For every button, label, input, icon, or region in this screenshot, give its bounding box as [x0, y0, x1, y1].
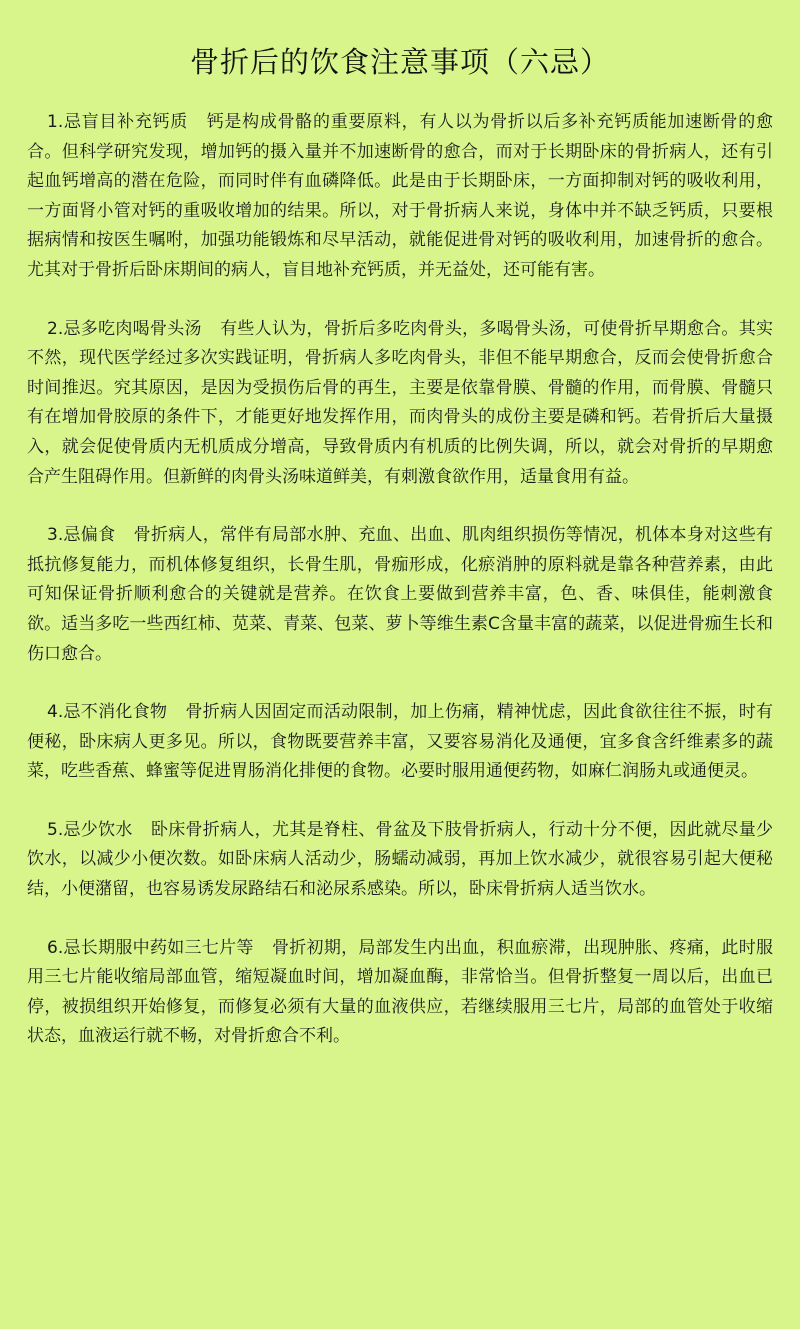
- section-5: [27, 816, 773, 905]
- section-2-body: 有些人认为，骨折后多吃肉骨头，多喝骨头汤，可使骨折早期愈合。其实不然，现代医学经过多次实践证明，骨折病人多吃肉骨头，非但不能早期愈合，反而会使骨折愈合时间推迟。究其原因，是因为受损伤后骨的再生，主要是依靠骨膜、骨髓的作用，而骨膜、骨髓只有在增加骨胶原的条件下，才能更好地发挥作用，而肉骨头的成份主要是磷和钙。若骨折后大量摄入，就会促使骨质内无机质成分增高，导致骨质内有机质的比例失调，所以，就会对骨折的早期愈合产生阻碍作用。但新鲜的肉骨头汤味道鲜美，有刺激食欲作用，适量食用有益。: [27, 318, 773, 487]
- section-1-body: 钙是构成骨骼的重要原料，有人以为骨折以后多补充钙质能加速断骨的愈合。但科学研究发现，增加钙的摄入量并不加速断骨的愈合，而对于长期卧床的骨折病人，还有引起血钙增高的潜在危险，而同时伴有血磷降低。此是由于长期卧床，一方面抑制对钙的吸收利用，一方面肾小管对钙的重吸收增加的结果。所以，对于骨折病人来说，身体中并不缺乏钙质，只要根据病情和按医生嘱咐，加强功能锻炼和尽早活动，就能促进骨对钙的吸收利用，加速骨折的愈合。尤其对于骨折后卧床期间的病人，盲目地补充钙质，并无益处，还可能有害。: [27, 112, 773, 280]
- section-4-body: 骨折病人因固定而活动限制，加上伤痛，精神忧虑，因此食欲往往不振，时有便秘，卧床病人更多见。所以，食物既要营养丰富，又要容易消化及通便，宜多食含纤维素多的蔬菜，吃些香蕉、蜂蜜等促进胃肠消化排便的食物。必要时服用通便药物，如麻仁润肠丸或通便灵。: [27, 702, 773, 782]
- article-title: 骨折后的饮食注意事项（六忌）: [189, 45, 610, 79]
- section-4-heading: 4.忌不消化食物: [47, 702, 168, 723]
- section-3-heading: 3.忌偏食: [47, 525, 116, 546]
- section-2: [27, 315, 773, 493]
- section-6-heading: 6.忌长期服中药如三七片等: [47, 937, 254, 958]
- section-5-heading: 5.忌少饮水: [47, 819, 133, 840]
- section-1: [27, 108, 773, 286]
- section-5-body: 卧床骨折病人，尤其是脊柱、骨盆及下肢骨折病人，行动十分不便，因此就尽量少饮水，以减少小便次数。如卧床病人活动少，肠蠕动减弱，再加上饮水减少，就很容易引起大便秘结，小便潴留，也容易诱发尿路结石和泌尿系感染。所以，卧床骨折病人适当饮水。: [27, 819, 773, 900]
- section-6: [27, 934, 773, 1052]
- section-3: [27, 521, 773, 669]
- section-2-heading: 2.忌多吃肉喝骨头汤: [47, 318, 202, 339]
- section-1-heading: 1.忌盲目补充钙质: [47, 112, 188, 132]
- section-4: [27, 698, 773, 787]
- section-6-body: 骨折初期，局部发生内出血，积血瘀滞，出现肿胀、疼痛，此时服用三七片能收缩局部血管，缩短凝血时间，增加凝血酶，非常恰当。但骨折整复一周以后，出血已停，被损组织开始修复，而修复必须有大量的血液供应，若继续服用三七片，局部的血管处于收缩状态，血液运行就不畅，对骨折愈合不利。: [27, 937, 773, 1047]
- section-3-body: 骨折病人，常伴有局部水肿、充血、出血、肌肉组织损伤等情况，机体本身对这些有抵抗修复能力，而机体修复组织，长骨生肌，骨痂形成，化瘀消肿的原料就是靠各种营养素，由此可知保证骨折顺利愈合的关键就是营养。在饮食上要做到营养丰富，色、香、味俱佳，能刺激食欲。适当多吃一些西红柿、苋菜、青菜、包菜、萝卜等维生素C含量丰富的蔬菜，以促进骨痂生长和伤口愈合。: [27, 525, 773, 664]
- article-sections: [27, 108, 773, 1052]
